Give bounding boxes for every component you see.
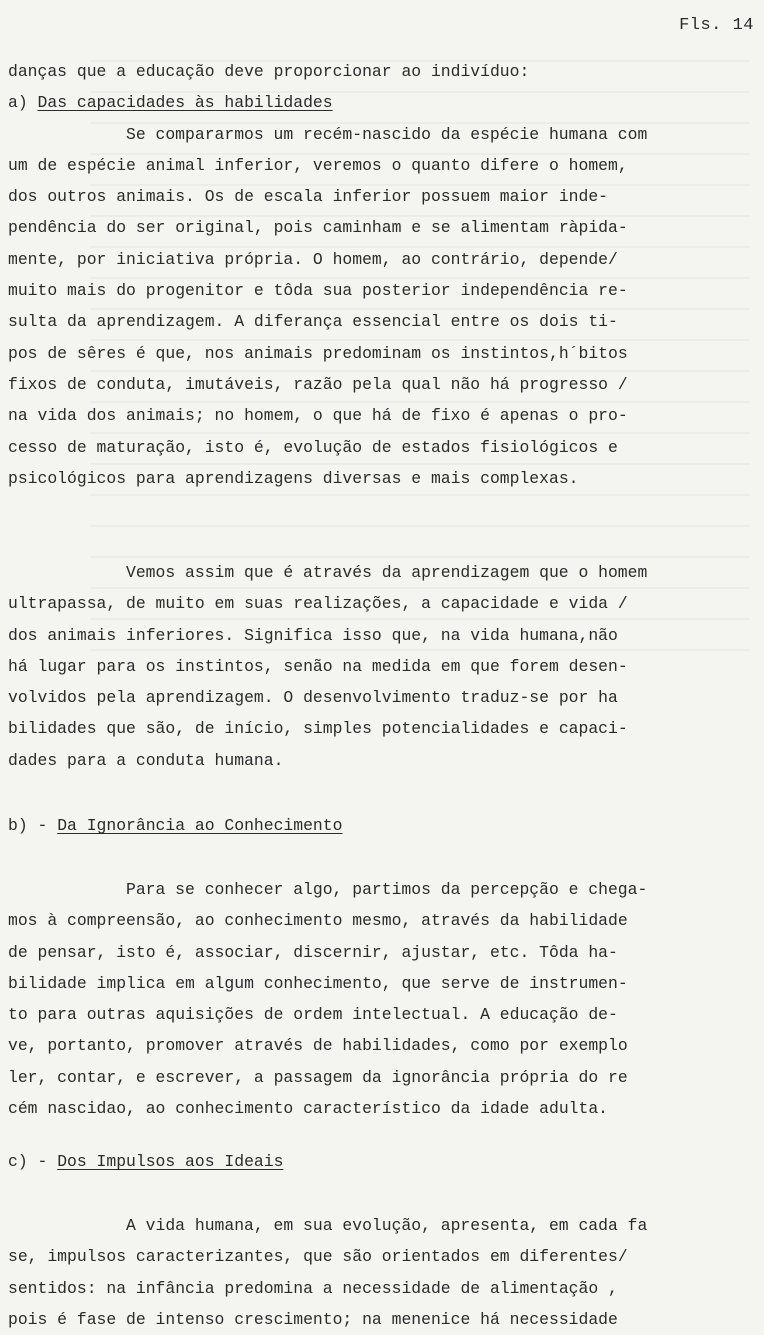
section-c-heading <box>8 1146 758 1177</box>
paragraph-line: dos animais inferiores. Significa isso que, na vida humana,não <box>8 625 618 645</box>
folio-number: Fls. 14 <box>679 16 754 35</box>
paragraph-line: dades para a conduta humana. <box>8 750 284 770</box>
section-b-heading-block <box>8 810 758 841</box>
paragraph-line: Se compararmos um recém-nascido da espécie humana com <box>126 124 648 144</box>
intro-line: danças que a educação deve proporcionar ao indivíduo: <box>8 62 530 81</box>
paragraph-line: Para se conhecer algo, partimos da percepção e chega- <box>126 880 648 899</box>
paragraph-line: um de espécie animal inferior, veremos o quanto difere o homem, <box>8 155 628 175</box>
paragraph-line: volvidos pela aprendizagem. O desenvolvimento traduz-se por ha <box>8 688 618 708</box>
paragraph-line: se, impulsos caracterizantes, que são orientados em diferentes/ <box>8 1247 628 1267</box>
section-b-prefix: b) - <box>8 816 58 835</box>
paragraph-line: cém nascidao, ao conhecimento característico da idade adulta. <box>8 1099 608 1119</box>
section-c-title: Dos Impulsos aos Ideais <box>57 1152 284 1171</box>
section-b-paragraph <box>8 874 758 1124</box>
section-c-prefix: c) - <box>8 1152 58 1171</box>
paragraph-line: pois é fase de intenso crescimento; na menenice há necessidade <box>8 1309 618 1329</box>
paragraph-line: fixos de conduta, imutáveis, razão pela qual não há progresso / <box>8 374 628 394</box>
paragraph-line: ultrapassa, de muito em suas realizações, a capacidade e vida / <box>8 594 628 614</box>
paragraph-line: cesso de maturação, isto é, evolução de estados fisiológicos e <box>8 437 618 457</box>
paragraph-line: bilidade implica em algum conhecimento, que serve de instrumen- <box>8 973 628 993</box>
paragraph-line: A vida humana, em sua evolução, apresenta, em cada fa <box>126 1216 648 1235</box>
section-b-heading <box>8 810 758 841</box>
paragraph-line: mos à compreensão, ao conhecimento mesmo, através da habilidade <box>8 911 628 931</box>
paragraph-line: Vemos assim que é através da aprendizagem que o homem <box>126 563 648 582</box>
paragraph-line: mente, por iniciativa própria. O homem, ao contrário, depende/ <box>8 249 618 269</box>
paragraph-line: muito mais do progenitor e tôda sua posterior independência re- <box>8 281 628 301</box>
paragraph-line: pos de sêres é que, nos animais predominam os instintos,h´bitos <box>8 343 628 363</box>
paragraph-line: bilidades que são, de início, simples potencialidades e capaci- <box>8 719 628 739</box>
paragraph-line: há lugar para os instintos, senão na medida em que forem desen- <box>8 656 628 676</box>
section-c-paragraph <box>8 1210 758 1329</box>
paragraph-line: de pensar, isto é, associar, discernir, ajustar, etc. Tôda ha- <box>8 942 618 962</box>
paragraph-line: to para outras aquisições de ordem intelectual. A educação de- <box>8 1005 618 1025</box>
section-a-block <box>8 56 758 494</box>
paragraph-line: pendência do ser original, pois caminham e se alimentam ràpida- <box>8 218 628 238</box>
paragraph-line: na vida dos animais; no homem, o que há de fixo é apenas o pro- <box>8 406 628 426</box>
section-a-title: Das capacidades às habilidades <box>37 93 333 113</box>
section-b-title: Da Ignorância ao Conhecimento <box>57 816 343 835</box>
paragraph-line: sentidos: na infância predomina a necessidade de alimentação , <box>8 1278 618 1298</box>
paragraph-line: dos outros animais. Os de escala inferior possuem maior inde- <box>8 187 608 207</box>
section-a-prefix: a) <box>8 93 38 113</box>
paragraph-line: ve, portanto, promover através de habilidades, como por exemplo <box>8 1036 628 1056</box>
paragraph-line: psicológicos para aprendizagens diversas e mais complexas. <box>8 468 579 488</box>
section-a-paragraph-2 <box>8 557 758 776</box>
paragraph-line: sulta da aprendizagem. A diferança essencial entre os dois ti- <box>8 312 618 332</box>
section-c-heading-block <box>8 1146 758 1177</box>
paragraph-line: ler, contar, e escrever, a passagem da ignorância própria do re <box>8 1067 628 1087</box>
section-a-heading <box>8 87 758 118</box>
